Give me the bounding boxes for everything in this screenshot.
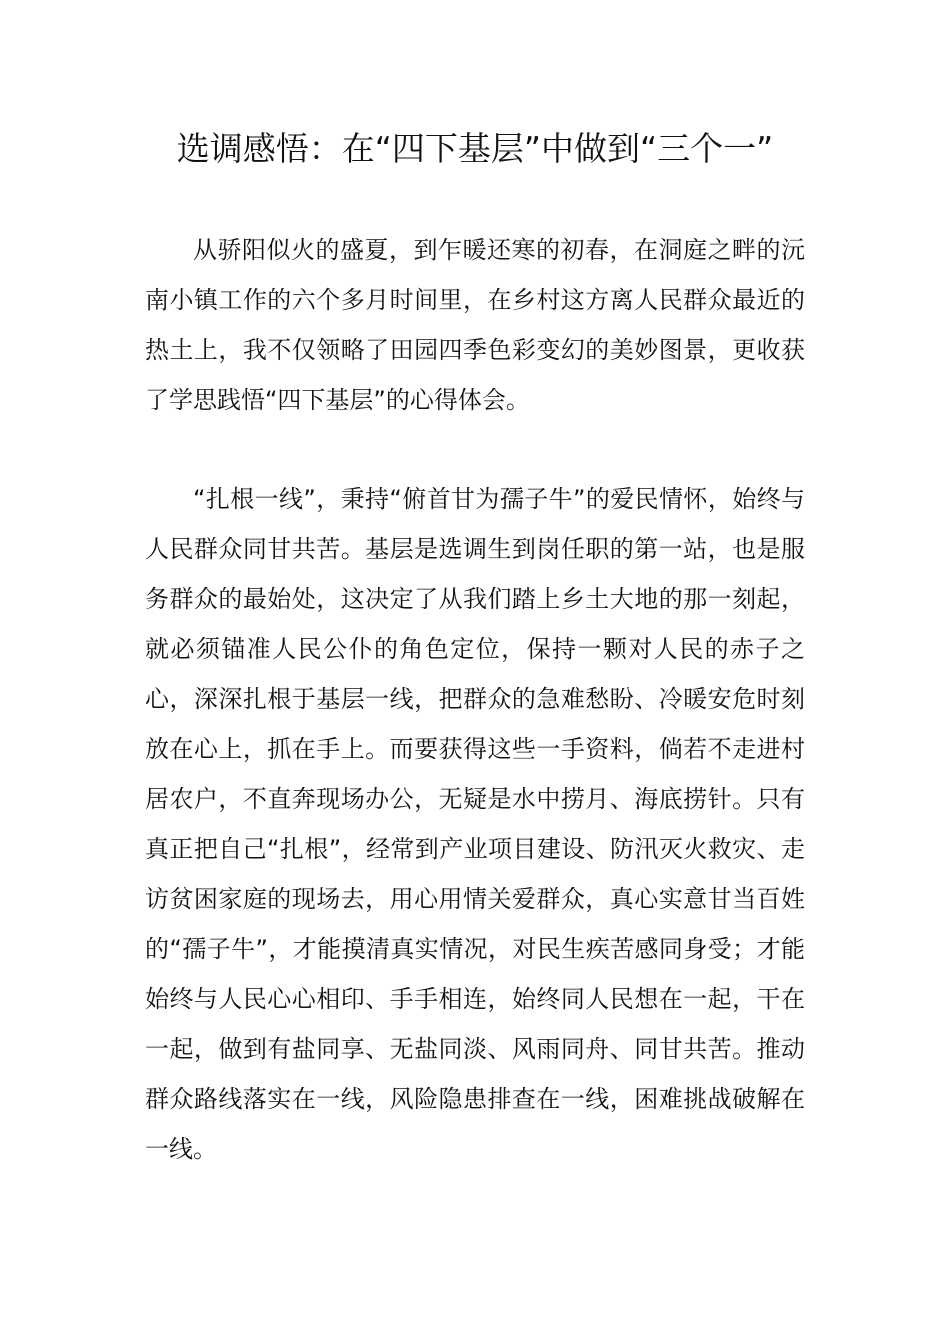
paragraph-intro: 从骄阳似火的盛夏，到乍暖还寒的初春，在洞庭之畔的沅南小镇工作的六个多月时间里，在乡村这方离人民群众最近的热土上，我不仅领略了田园四季色彩变幻的美妙图景，更收获了学思践悟“四下基层”的心得体会。: [145, 236, 805, 414]
paragraph-rooted-frontline: “扎根一线”，秉持“俯首甘为孺子牛”的爱民情怀，始终与人民群众同甘共苦。基层是选调生到岗任职的第一站，也是服务群众的最始处，这决定了从我们踏上乡土大地的那一刻起，就必须锚准人民公仆的角色定位，保持一颗对人民的赤子之心，深深扎根于基层一线，把群众的急难愁盼、冷暖安危时刻放在心上，抓在手上。而要获得这些一手资料，倘若不走进村居农户，不直奔现场办公，无疑是水中捞月、海底捞针。只有真正把自己“扎根”，经常到产业项目建设、防汛灭火救灾、走访贫困家庭的现场去，用心用情关爱群众，真心实意甘当百姓的“孺子牛”，才能摸清真实情况，对民生疾苦感同身受；才能始终与人民心心相印、手手相连，始终同人民想在一起，干在一起，做到有盐同享、无盐同淡、风雨同舟、同甘共苦。推动群众路线落实在一线，风险隐患排查在一线，困难挑战破解在一线。: [145, 485, 805, 1163]
document-title: 选调感悟：在“四下基层”中做到“三个一”: [176, 129, 774, 168]
